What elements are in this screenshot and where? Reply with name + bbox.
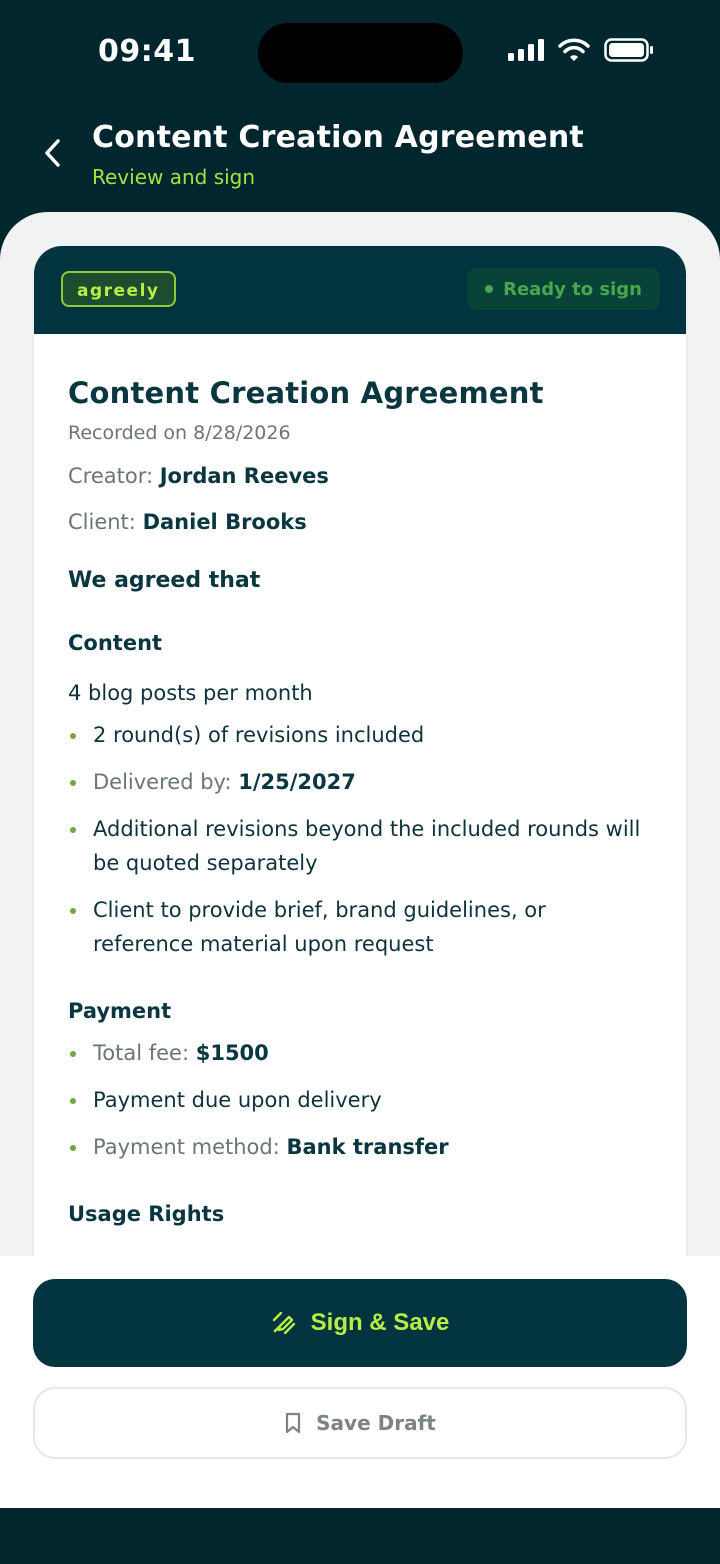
agreed-heading: We agreed that bbox=[68, 568, 261, 593]
usage-rights-heading: Usage Rights bbox=[68, 1202, 225, 1226]
status-badge bbox=[467, 268, 660, 310]
sign-and-save-button[interactable] bbox=[33, 1279, 687, 1367]
list-item bbox=[68, 893, 652, 961]
revisions-text: 2 round(s) of revisions included bbox=[93, 723, 425, 747]
bookmark-icon bbox=[284, 1412, 302, 1434]
content-list bbox=[68, 718, 652, 961]
content-summary: 4 blog posts per month bbox=[68, 681, 313, 705]
creator-label: Creator: bbox=[68, 464, 154, 488]
agreement-title: Content Creation Agreement bbox=[68, 376, 544, 410]
action-footer bbox=[0, 1256, 720, 1508]
signature-icon bbox=[271, 1310, 297, 1336]
payment-heading: Payment bbox=[68, 999, 172, 1023]
delivered-value: 1/25/2027 bbox=[238, 770, 356, 794]
list-item bbox=[68, 718, 652, 752]
bottom-bar bbox=[0, 1508, 720, 1564]
content-heading: Content bbox=[68, 631, 163, 655]
status-label: Ready to sign bbox=[503, 278, 642, 300]
brand-badge: agreely bbox=[61, 271, 176, 307]
list-item bbox=[68, 812, 652, 880]
agreement-card bbox=[34, 246, 686, 1346]
payment-method-label: Payment method: bbox=[93, 1135, 280, 1159]
list-item bbox=[68, 1036, 652, 1070]
recorded-date: Recorded on 8/28/2026 bbox=[68, 422, 291, 444]
wifi-icon bbox=[558, 38, 590, 62]
delivered-label: Delivered by: bbox=[93, 770, 232, 794]
creator-line bbox=[68, 464, 652, 488]
agreement-body bbox=[34, 376, 686, 1226]
fee-value: $1500 bbox=[195, 1041, 269, 1065]
list-item bbox=[68, 1130, 652, 1164]
client-name: Daniel Brooks bbox=[142, 510, 307, 534]
payment-due-text: Payment due upon delivery bbox=[93, 1088, 382, 1112]
status-bar bbox=[0, 0, 720, 100]
payment-list bbox=[68, 1036, 652, 1164]
save-draft-button[interactable] bbox=[33, 1387, 687, 1459]
card-header bbox=[34, 246, 686, 334]
extra-revisions-text: Additional revisions beyond the included rounds will be quoted separately bbox=[93, 817, 641, 875]
page-subtitle: Review and sign bbox=[92, 165, 256, 189]
cellular-signal-icon bbox=[508, 39, 544, 61]
materials-text: Client to provide brief, brand guidelines, or reference material upon request bbox=[93, 898, 546, 956]
creator-name: Jordan Reeves bbox=[159, 464, 329, 488]
client-label: Client: bbox=[68, 510, 136, 534]
fee-label: Total fee: bbox=[93, 1041, 190, 1065]
status-dot-icon bbox=[485, 285, 493, 293]
battery-icon bbox=[604, 38, 654, 62]
status-time: 09:41 bbox=[98, 34, 196, 69]
chevron-left-icon[interactable] bbox=[36, 136, 70, 170]
list-item bbox=[68, 1083, 652, 1117]
page-title: Content Creation Agreement bbox=[92, 120, 584, 155]
save-draft-label: Save Draft bbox=[316, 1411, 436, 1435]
client-line bbox=[68, 510, 652, 534]
payment-method-value: Bank transfer bbox=[286, 1135, 449, 1159]
list-item bbox=[68, 765, 652, 799]
header bbox=[0, 110, 720, 210]
sign-and-save-label: Sign & Save bbox=[310, 1309, 450, 1336]
status-icons bbox=[508, 38, 654, 62]
dynamic-island bbox=[258, 23, 463, 83]
